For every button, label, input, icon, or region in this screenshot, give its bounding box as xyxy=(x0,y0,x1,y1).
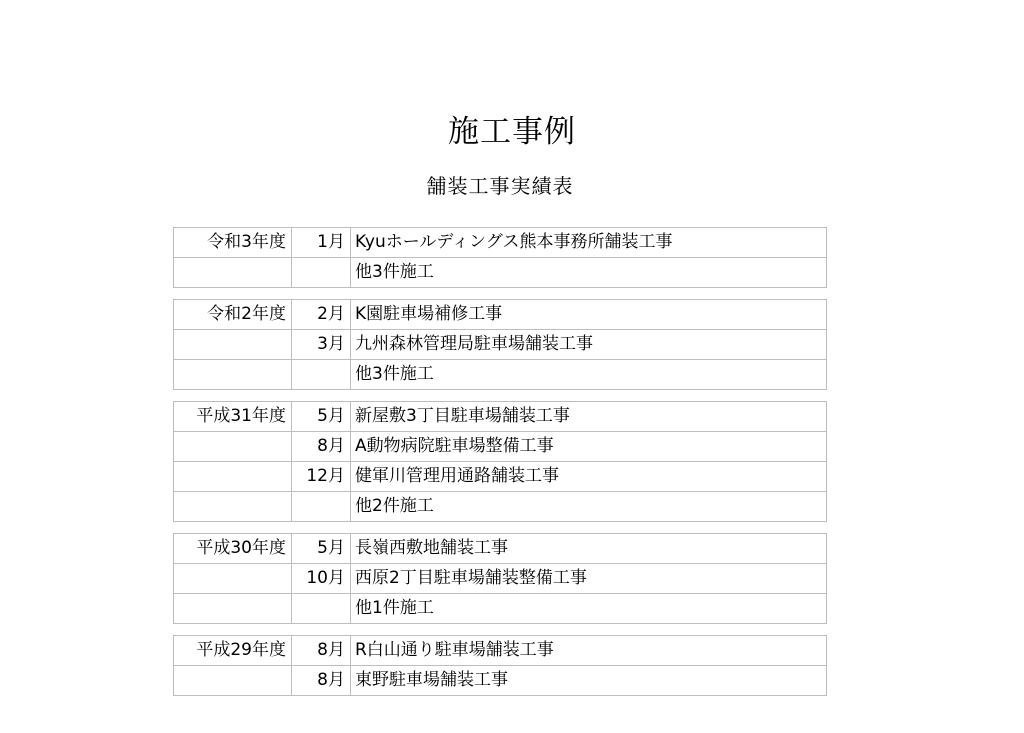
month-cell: 8月 xyxy=(292,432,351,462)
table-row xyxy=(174,666,827,696)
year-cell xyxy=(174,492,292,522)
page-subtitle: 舗装工事実績表 xyxy=(426,174,574,198)
table-row xyxy=(174,360,827,390)
table-row xyxy=(174,594,827,624)
table-row xyxy=(174,492,827,522)
year-cell xyxy=(174,258,292,288)
page-title: 施工事例 xyxy=(448,114,576,150)
year-cell xyxy=(174,330,292,360)
month-cell: 5月 xyxy=(292,402,351,432)
project-cell: 健軍川管理用通路舗装工事 xyxy=(351,462,827,492)
month-cell: 1月 xyxy=(292,228,351,258)
table-row xyxy=(174,228,827,258)
year-cell: 令和3年度 xyxy=(174,228,292,258)
project-cell: 長嶺西敷地舗装工事 xyxy=(351,534,827,564)
month-cell: 10月 xyxy=(292,564,351,594)
works-record-table xyxy=(173,227,826,707)
table-row xyxy=(174,258,827,288)
month-cell xyxy=(292,594,351,624)
month-cell: 2月 xyxy=(292,300,351,330)
year-cell xyxy=(174,564,292,594)
table-row xyxy=(174,636,827,666)
month-cell: 12月 xyxy=(292,462,351,492)
year-group xyxy=(173,533,827,624)
table-row xyxy=(174,300,827,330)
year-cell: 令和2年度 xyxy=(174,300,292,330)
project-cell: 他2件施工 xyxy=(351,492,827,522)
project-cell: A動物病院駐車場整備工事 xyxy=(351,432,827,462)
project-cell: 他3件施工 xyxy=(351,360,827,390)
year-cell xyxy=(174,360,292,390)
year-group xyxy=(173,299,827,390)
month-cell: 3月 xyxy=(292,330,351,360)
year-group xyxy=(173,401,827,522)
year-cell: 平成29年度 xyxy=(174,636,292,666)
table-row xyxy=(174,534,827,564)
year-cell: 平成30年度 xyxy=(174,534,292,564)
project-cell: K園駐車場補修工事 xyxy=(351,300,827,330)
project-cell: 東野駐車場舗装工事 xyxy=(351,666,827,696)
month-cell xyxy=(292,360,351,390)
table-row xyxy=(174,462,827,492)
year-cell xyxy=(174,462,292,492)
year-cell xyxy=(174,594,292,624)
year-cell xyxy=(174,666,292,696)
project-cell: 他3件施工 xyxy=(351,258,827,288)
project-cell: Kyuホールディングス熊本事務所舗装工事 xyxy=(351,228,827,258)
month-cell: 5月 xyxy=(292,534,351,564)
table-row xyxy=(174,564,827,594)
year-group xyxy=(173,635,827,696)
year-group xyxy=(173,227,827,288)
month-cell: 8月 xyxy=(292,666,351,696)
month-cell: 8月 xyxy=(292,636,351,666)
year-cell xyxy=(174,432,292,462)
project-cell: 九州森林管理局駐車場舗装工事 xyxy=(351,330,827,360)
table-row xyxy=(174,432,827,462)
year-cell: 平成31年度 xyxy=(174,402,292,432)
project-cell: 新屋敷3丁目駐車場舗装工事 xyxy=(351,402,827,432)
month-cell xyxy=(292,258,351,288)
month-cell xyxy=(292,492,351,522)
table-row xyxy=(174,330,827,360)
project-cell: R白山通り駐車場舗装工事 xyxy=(351,636,827,666)
project-cell: 他1件施工 xyxy=(351,594,827,624)
project-cell: 西原2丁目駐車場舗装整備工事 xyxy=(351,564,827,594)
table-row xyxy=(174,402,827,432)
